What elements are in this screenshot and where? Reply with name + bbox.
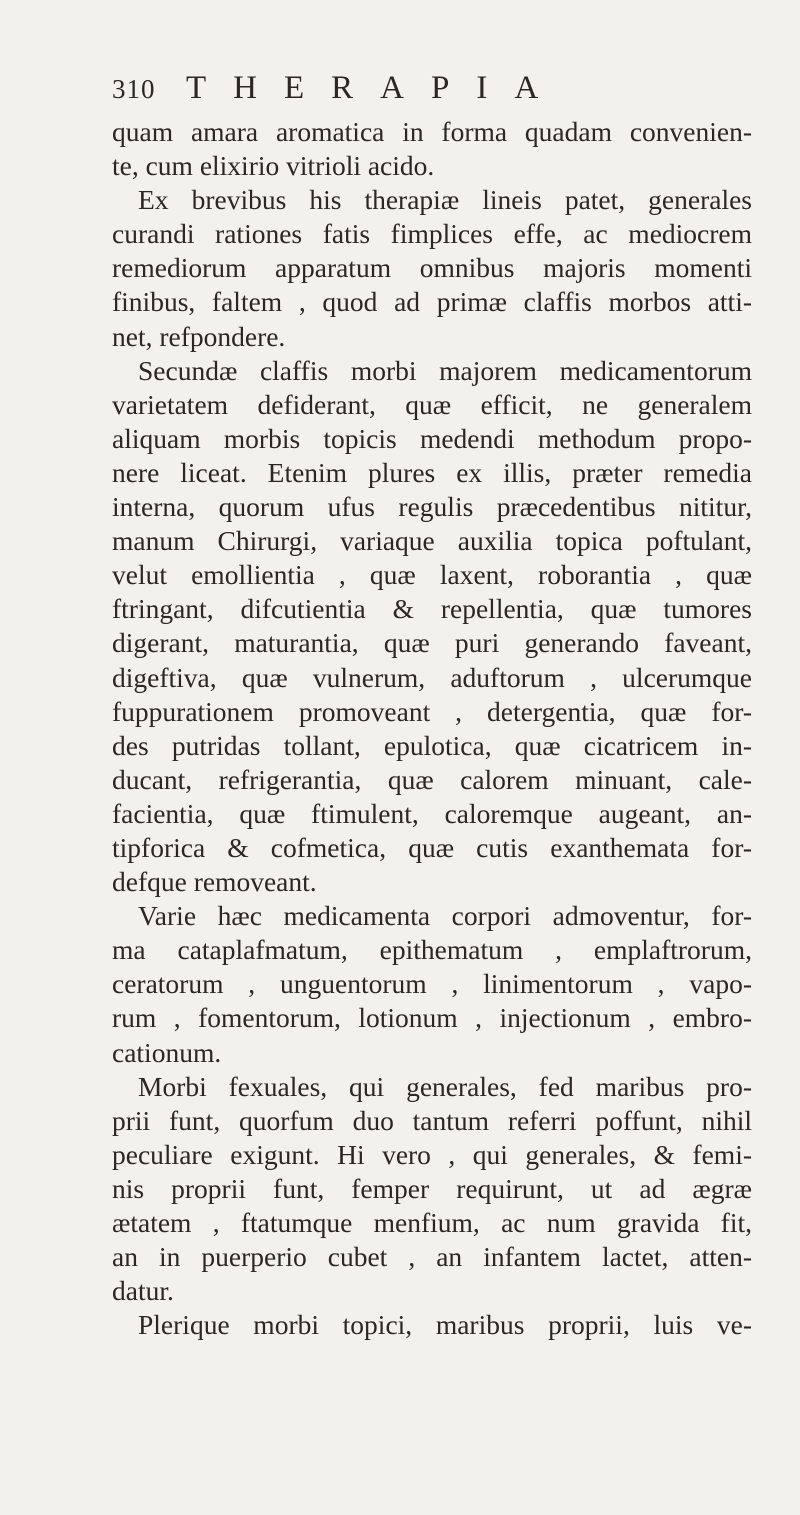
text-line: varietatem defiderant, quæ efficit, ne generalem bbox=[112, 388, 752, 420]
text-line: peculiare exigunt. Hi vero , qui generales, & femi- bbox=[112, 1138, 752, 1170]
text-line: rum , fomentorum, lotionum , injectionum , embro- bbox=[112, 1002, 752, 1034]
text-line: finibus, faltem , quod ad primæ claffis morbos atti- bbox=[112, 286, 752, 318]
text-line: datur. bbox=[112, 1275, 174, 1307]
text-line: Morbi fexuales, qui generales, fed maribus pro- bbox=[138, 1070, 752, 1102]
text-line: digeftiva, quæ vulnerum, aduftorum , ulcerumque bbox=[112, 661, 752, 693]
text-line: curandi rationes fatis fimplices effe, ac mediocrem bbox=[112, 218, 752, 250]
text-line: tipforica & cofmetica, quæ cutis exanthemata for- bbox=[112, 831, 752, 863]
text-line: ma cataplafmatum, epithematum , emplaftrorum, bbox=[112, 934, 752, 966]
body-text bbox=[112, 115, 752, 1342]
text-line: fuppurationem promoveant , detergentia, quæ for- bbox=[112, 695, 752, 727]
text-line: digerant, maturantia, quæ puri generando faveant, bbox=[112, 627, 752, 659]
text-line: velut emollientia , quæ laxent, roborantia , quæ bbox=[112, 559, 752, 591]
running-title: THERAPIA bbox=[186, 70, 566, 106]
text-line: Ex brevibus his therapiæ lineis patet, generales bbox=[138, 184, 752, 216]
text-line: aliquam morbis topicis medendi methodum propo- bbox=[112, 422, 752, 454]
text-line: ætatem , ftatumque menfium, ac num gravida fit, bbox=[112, 1207, 752, 1238]
text-line: nere liceat. Etenim plures ex illis, præter remedia bbox=[112, 456, 752, 488]
text-line: ftringant, difcutientia & repellentia, quæ tumores bbox=[112, 593, 752, 625]
text-line: nis proprii funt, femper requirunt, ut ad ægræ bbox=[112, 1172, 752, 1204]
text-line: ducant, refrigerantia, quæ calorem minuant, cale- bbox=[112, 763, 752, 795]
page-header bbox=[112, 70, 732, 110]
page-number: 310 bbox=[112, 74, 156, 104]
text-line: manum Chirurgi, variaque auxilia topica poftulant, bbox=[112, 525, 752, 557]
text-line: Secundæ claffis morbi majorem medicamentorum bbox=[138, 354, 752, 386]
text-line: interna, quorum ufus regulis præcedentibus nititur, bbox=[112, 491, 752, 523]
text-line: cationum. bbox=[112, 1036, 222, 1068]
text-line: facientia, quæ ftimulent, caloremque augeant, an- bbox=[112, 797, 752, 829]
text-line: quam amara aromatica in forma quadam convenien- bbox=[112, 116, 752, 147]
text-line: remediorum apparatum omnibus majoris momenti bbox=[112, 252, 752, 284]
text-line: Varie hæc medicamenta corpori admoventur, for- bbox=[138, 900, 752, 932]
text-line: ceratorum , unguentorum , linimentorum , vapo- bbox=[112, 968, 752, 1000]
text-line: te, cum elixirio vitrioli acido. bbox=[112, 150, 435, 182]
text-line: net, refpondere. bbox=[112, 320, 286, 352]
text-line: defque removeant. bbox=[112, 866, 317, 898]
text-line: an in puerperio cubet , an infantem lactet, atten- bbox=[112, 1241, 752, 1273]
text-line: des putridas tollant, epulotica, quæ cicatricem in- bbox=[112, 729, 752, 761]
text-line: Plerique morbi topici, maribus proprii, luis ve- bbox=[138, 1309, 752, 1341]
text-line: prii funt, quorfum duo tantum referri poffunt, nihil bbox=[112, 1104, 752, 1136]
